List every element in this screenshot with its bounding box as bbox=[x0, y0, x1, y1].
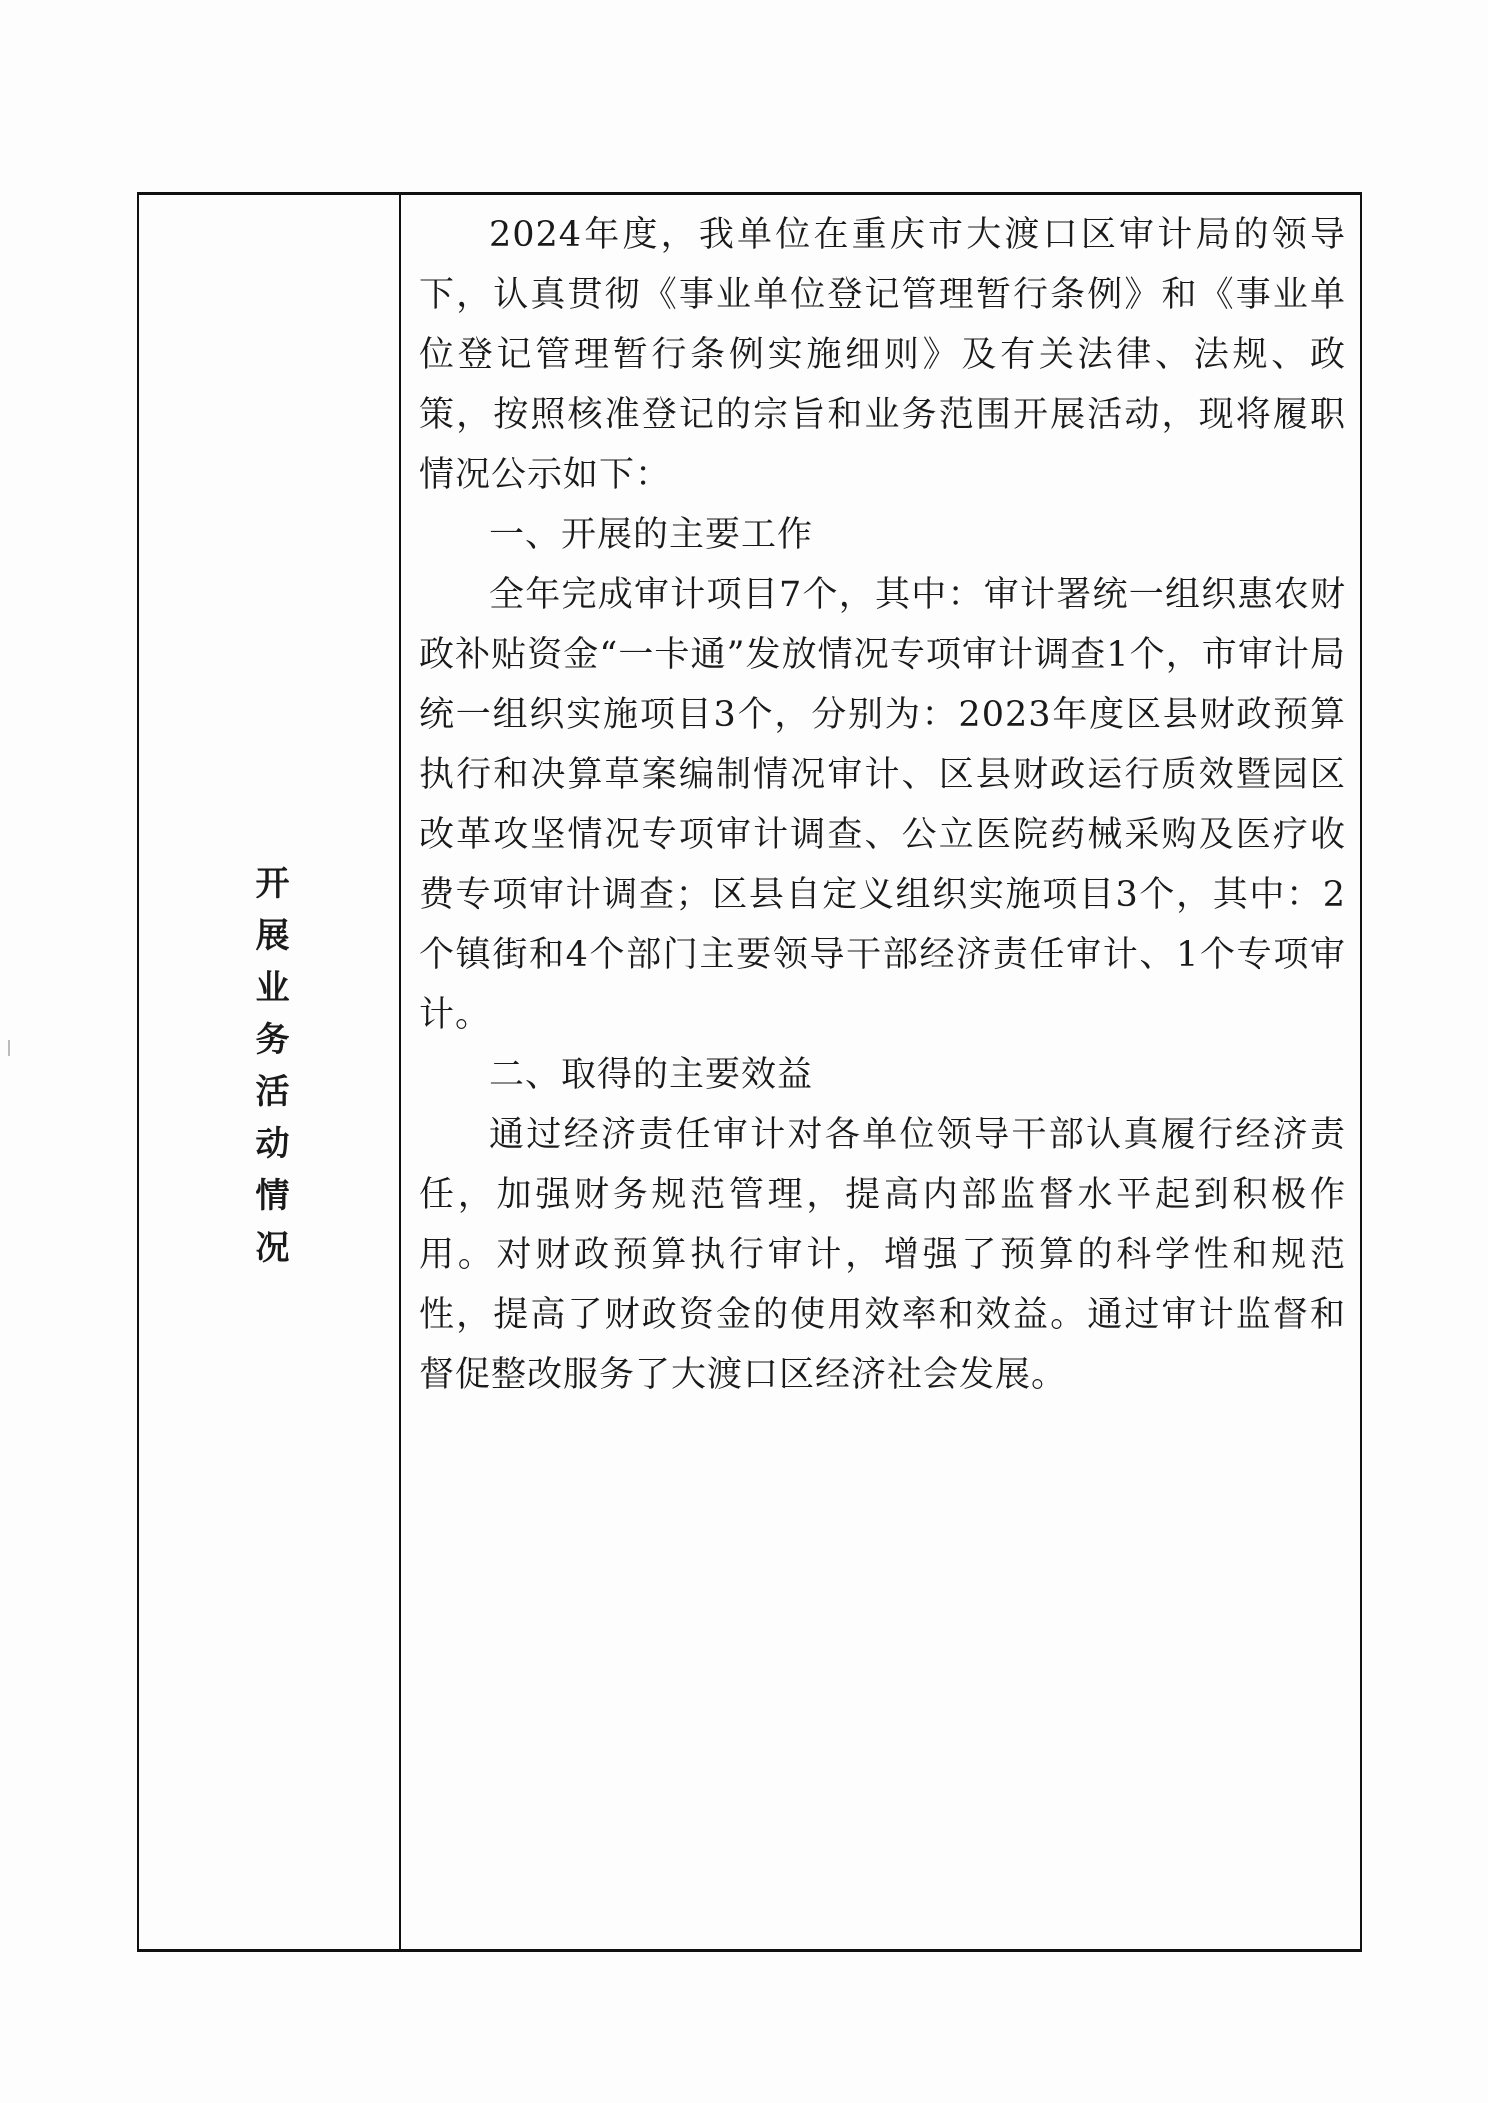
intro-paragraph: 2024年度，我单位在重庆市大渡口区审计局的领导下，认真贯彻《事业单位登记管理暂行条例》和《事业单位登记管理暂行条例实施细则》及有关法律、法规、政策，按照核准登记的宗旨和业务范围开展活动，现将履职情况公示如下： bbox=[419, 215, 1346, 495]
info-table bbox=[137, 192, 1362, 1952]
heading-main-benefits: 二、取得的主要效益 bbox=[489, 1055, 814, 1095]
scan-artifact bbox=[8, 1040, 10, 1056]
heading-main-work: 一、开展的主要工作 bbox=[489, 515, 814, 555]
section-label: 开展业务活动情况 bbox=[249, 865, 289, 1281]
benefit-paragraph: 通过经济责任审计对各单位领导干部认真履行经济责任，加强财务规范管理，提高内部监督水平起到积极作用。对财政预算执行审计，增强了预算的科学性和规范性，提高了财政资金的使用效率和效益。通过审计监督和督促整改服务了大渡口区经济社会发展。 bbox=[419, 1115, 1346, 1395]
work-paragraph: 全年完成审计项目7个，其中：审计署统一组织惠农财政补贴资金“一卡通”发放情况专项审计调查1个，市审计局统一组织实施项目3个，分别为：2023年度区县财政预算执行和决算草案编制情况审计、区县财政运行质效暨园区改革攻坚情况专项审计调查、公立医院药械采购及医疗收费专项审计调查；区县自定义组织实施项目3个，其中：2个镇街和4个部门主要领导干部经济责任审计、1个专项审计。 bbox=[419, 575, 1346, 1035]
content-cell bbox=[401, 195, 1360, 1949]
label-cell bbox=[139, 195, 401, 1949]
